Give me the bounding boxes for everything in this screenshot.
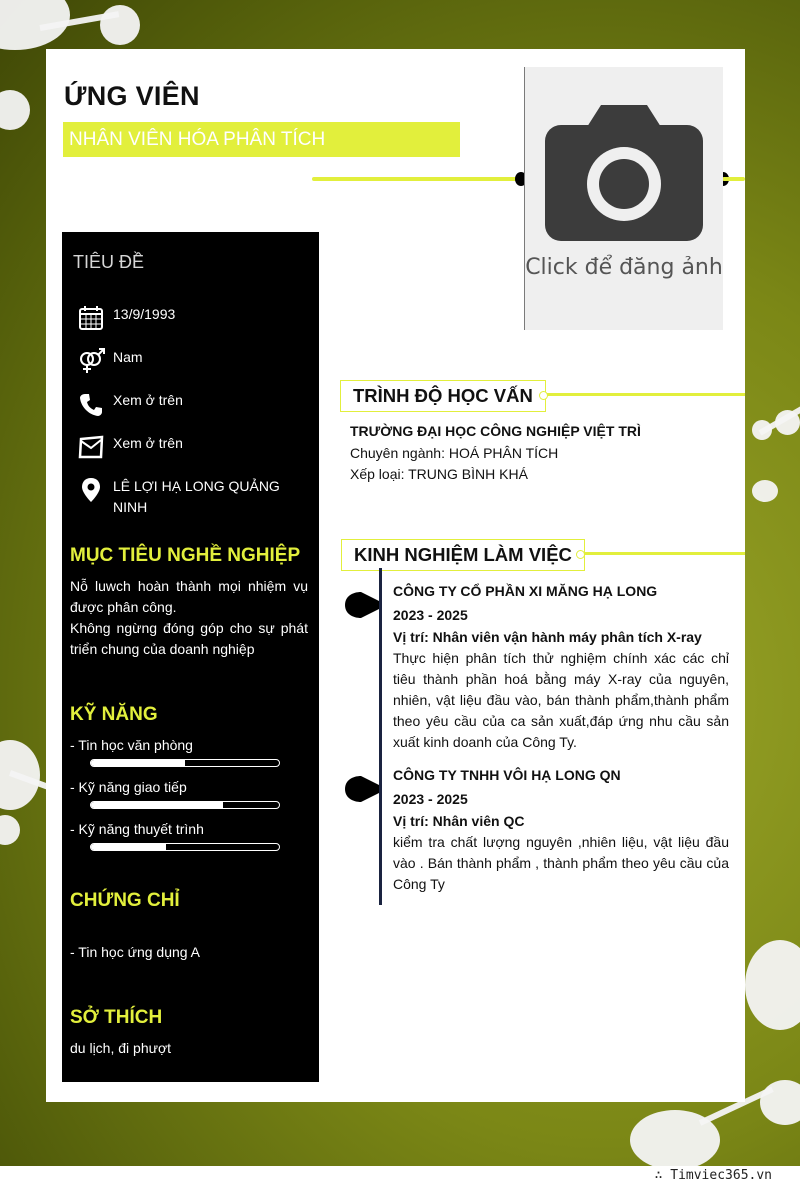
skill-bar-1: [90, 759, 280, 767]
gender-text[interactable]: Nam: [113, 349, 143, 365]
skill-label-3[interactable]: - Kỹ năng thuyết trình: [70, 821, 204, 837]
timeline-marker-1: [343, 592, 383, 618]
skill-bar-2-fill: [91, 802, 223, 808]
job-1-position[interactable]: Vị trí: Nhân viên vận hành máy phân tích X-ray: [393, 629, 702, 645]
certificates-title[interactable]: CHỨNG CHỈ: [70, 890, 180, 911]
education-school[interactable]: TRƯỜNG ĐẠI HỌC CÔNG NGHIỆP VIỆT TRÌ: [350, 423, 641, 439]
experience-heading-end: [576, 550, 585, 559]
footer-watermark: [655, 1166, 772, 1186]
education-grade[interactable]: Xếp loại: TRUNG BÌNH KHÁ: [350, 466, 528, 482]
job-2-position[interactable]: Vị trí: Nhân viên QC: [393, 813, 525, 829]
location-icon: [77, 476, 105, 504]
timeline-marker-2: [343, 776, 383, 802]
certificates-text[interactable]: - Tin học ứng dụng A: [70, 944, 201, 960]
job-2-description[interactable]: kiểm tra chất lượng nguyên ,nhiên liệu, vật liệu đầu vào . Bán thành phẩm , thành phẩm theo yêu cầu của Công Ty: [393, 834, 729, 892]
phone-text[interactable]: Xem ở trên: [113, 392, 183, 408]
objective-title[interactable]: MỤC TIÊU NGHỀ NGHIỆP: [70, 545, 301, 566]
job-1-description[interactable]: Thực hiện phân tích thử nghiệm chính xác các chỉ tiêu thành phần hoá bằng máy X-ray của nguyên, nhiên, vật liệu đầu vào, bán thành phẩm,thành phẩm theo yêu cầu của ca sản xuất,đáp ứng nhu cầu sản xuất kinh doanh của Công Ty.: [393, 650, 729, 750]
skill-bar-3: [90, 843, 280, 851]
experience-timeline: [379, 568, 382, 905]
sidebar-title[interactable]: TIÊU ĐỀ: [73, 252, 145, 272]
objective-text-1[interactable]: Nỗ luwch hoàn thành mọi nhiệm vụ được phân công.: [70, 578, 308, 615]
education-heading[interactable]: TRÌNH ĐỘ HỌC VẤN: [340, 380, 546, 412]
experience-heading-line: [580, 552, 745, 555]
education-heading-end: [539, 391, 548, 400]
dots-icon: ∴: [654, 1168, 671, 1183]
address-text[interactable]: LÊ LỢI HẠ LONG QUẢNG NINH: [113, 478, 280, 515]
candidate-name[interactable]: ỨNG VIÊN: [64, 81, 200, 111]
calendar-icon: [77, 304, 105, 332]
hobbies-title[interactable]: SỞ THÍCH: [70, 1007, 163, 1028]
email-text[interactable]: Xem ở trên: [113, 435, 183, 451]
header-accent-line-right: [722, 177, 745, 181]
job-2-company[interactable]: CÔNG TY TNHH VÔI HẠ LONG QN: [393, 767, 621, 783]
cv-paper: [46, 49, 745, 1102]
skill-bar-2: [90, 801, 280, 809]
job-1-years[interactable]: 2023 - 2025: [393, 607, 468, 623]
skills-title[interactable]: KỸ NĂNG: [70, 704, 158, 725]
skill-bar-1-fill: [91, 760, 185, 766]
skill-label-1[interactable]: - Tin học văn phòng: [70, 737, 193, 753]
skill-label-2[interactable]: - Kỹ năng giao tiếp: [70, 779, 187, 795]
objective-text-2[interactable]: Không ngừng đóng góp cho sự phát triển chung của doanh nghiệp: [70, 620, 308, 657]
experience-item-2: [393, 765, 729, 895]
gender-icon: [77, 347, 105, 375]
education-heading-line: [542, 393, 745, 396]
education-block: [350, 421, 730, 486]
camera-icon: [545, 105, 703, 241]
job-1-company[interactable]: CÔNG TY CỔ PHẦN XI MĂNG HẠ LONG: [393, 583, 658, 599]
sidebar: [62, 232, 319, 1082]
photo-upload[interactable]: [524, 67, 723, 330]
experience-item-1: [393, 581, 729, 753]
watermark-text: Timviec365.vn: [670, 1168, 772, 1183]
skill-bar-3-fill: [91, 844, 166, 850]
birthday-text[interactable]: 13/9/1993: [113, 306, 176, 322]
experience-heading[interactable]: KINH NGHIỆM LÀM VIỆC: [341, 539, 585, 571]
email-icon: [77, 433, 105, 461]
phone-icon: [77, 390, 105, 418]
education-major[interactable]: Chuyên ngành: HOÁ PHÂN TÍCH: [350, 444, 559, 461]
photo-upload-label: Click để đăng ảnh: [525, 255, 723, 280]
job-2-years[interactable]: 2023 - 2025: [393, 791, 468, 807]
job-title-bar[interactable]: NHÂN VIÊN HÓA PHÂN TÍCH: [63, 122, 460, 157]
header-accent-line: [312, 177, 522, 181]
hobbies-text[interactable]: du lịch, đi phượt: [70, 1040, 172, 1056]
